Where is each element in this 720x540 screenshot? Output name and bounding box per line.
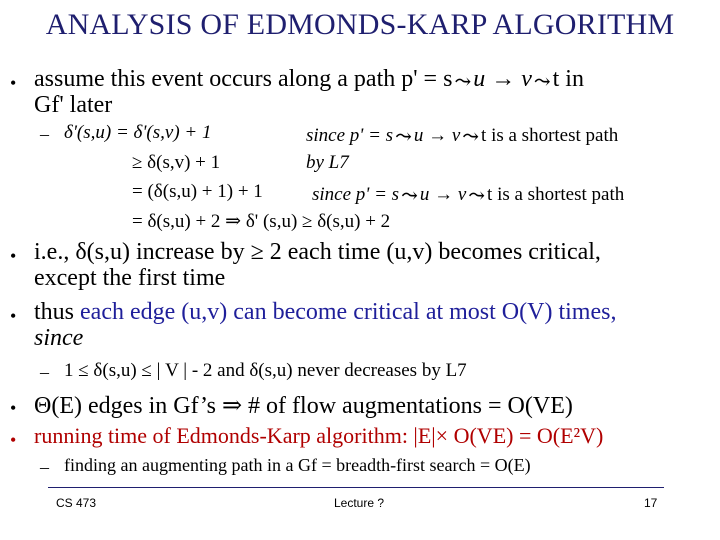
bullet-marker: • [10,430,17,450]
path-squiggle-icon: ⤳ [454,71,472,93]
bullet-marker: • [10,73,17,93]
slide-title: ANALYSIS OF EDMONDS-KARP ALGORITHM [45,8,675,41]
bullet-2-line-1: i.e., δ(s,u) increase by ≥ 2 each time (u,v) becomes critical, [34,239,601,265]
bullet-3-line-2: since [34,325,84,351]
critical-edge-highlight: each edge (u,v) can become critical at most O(V) times, [80,299,617,325]
derivation-row-4: = δ(s,u) + 2 ⇒ δ' (s,u) ≥ δ(s,u) + 2 [132,211,391,232]
bullet-marker: • [10,246,17,266]
path-squiggle-icon: ⤳ [462,126,480,148]
path-squiggle-icon: ⤳ [395,126,412,148]
sub-bullet-3: 1 ≤ δ(s,u) ≤ | V | - 2 and δ(s,u) never decreases by L7 [64,360,467,381]
derivation-row-1-lhs: δ'(s,u) = δ'(s,v) + 1 [64,122,212,143]
bullet-5-running-time: running time of Edmonds-Karp algorithm: |E|× O(VE) = O(E²V) [34,423,604,448]
bullet-1-line-1: assume this event occurs along a path p' = s ⤳u → v ⤳t in [34,66,584,93]
bullet-2-line-2: except the first time [34,265,226,291]
derivation-row-2-rhs: by L7 [306,152,349,173]
derivation-row-2-lhs: ≥ δ(s,v) + 1 [132,152,221,173]
footer-page-number: 17 [644,496,658,510]
bullet-marker: • [10,398,17,418]
path-squiggle-icon: ⤳ [401,185,418,207]
footer-course: CS 473 [56,496,97,510]
sub-bullet-5: finding an augmenting path in a Gf = breadth-first search = O(E) [64,455,531,475]
path-squiggle-icon: ⤳ [533,71,551,93]
bullet-3-line-1: thus each edge (u,v) can become critical at most O(V) times, [34,299,617,325]
derivation-row-1-rhs: since p' = s ⤳ u → v ⤳ t is a shortest path [306,125,619,148]
dash-marker: – [40,124,49,144]
bullet-1-line-2: Gf' later [34,92,113,118]
footer-rule [48,487,664,488]
dash-marker: – [40,457,49,477]
bullet-marker: • [10,306,17,326]
path-squiggle-icon: ⤳ [468,185,486,207]
dash-marker: – [40,362,49,382]
derivation-row-3-lhs: = (δ(s,u) + 1) + 1 [132,181,263,202]
derivation-row-3-rhs: since p' = s ⤳ u → v ⤳ t is a shortest path [312,184,625,207]
bullet-4: Θ(E) edges in Gf’s ⇒ # of flow augmentations = O(VE) [34,393,573,419]
footer-lecture: Lecture ? [334,496,385,510]
